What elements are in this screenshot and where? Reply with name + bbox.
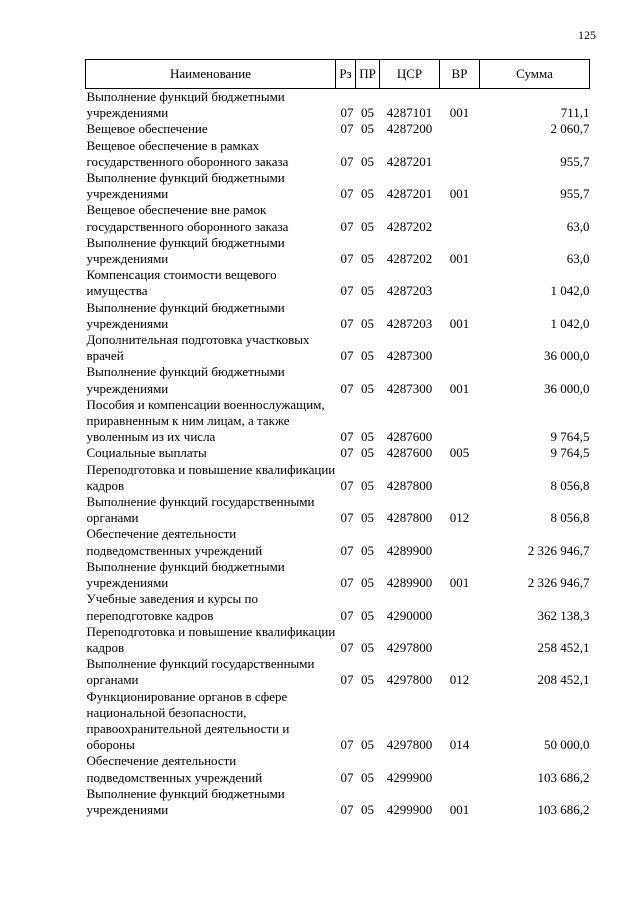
row-rz: 07 [340, 607, 354, 623]
row-vr [440, 202, 480, 234]
row-rz: 07 [340, 477, 354, 493]
row-rz: 07 [340, 445, 354, 461]
table-body [86, 89, 590, 819]
row-pr: 05 [361, 737, 374, 753]
table-row [86, 397, 590, 446]
table-row [86, 656, 590, 688]
row-name: Вещевое обеспечение в рамках государственного оборонного заказа [86, 137, 289, 169]
row-rz: 07 [340, 429, 354, 445]
row-sum: 8 056,8 [550, 477, 590, 493]
row-sum: 36 000,0 [544, 380, 590, 396]
row-name: Пособия и компенсации военнослужащим, приравненным к ним лицам, а также уволенным из их числа [86, 396, 325, 445]
table-row [86, 624, 590, 656]
row-rz: 07 [340, 737, 354, 753]
row-csr: 4289900 [386, 542, 433, 558]
row-csr: 4287101 [386, 105, 433, 121]
row-pr: 05 [361, 801, 374, 817]
row-rz: 07 [340, 672, 354, 688]
row-csr: 4287800 [386, 510, 433, 526]
row-rz: 07 [340, 769, 354, 785]
table-row [86, 559, 590, 591]
table-row [86, 462, 590, 494]
row-rz: 07 [340, 218, 354, 234]
header-csr: ЦСР [380, 60, 440, 89]
row-vr: 001 [449, 105, 470, 121]
row-sum: 63,0 [566, 251, 590, 267]
row-name: Выполнение функций бюджетными учреждениями [86, 364, 285, 396]
row-pr: 05 [361, 607, 374, 623]
row-sum: 955,7 [560, 153, 590, 169]
row-name: Вещевое обеспечение [86, 121, 208, 137]
row-pr: 05 [361, 105, 374, 121]
table-row [86, 332, 590, 364]
row-csr: 4287600 [386, 429, 433, 445]
row-pr: 05 [361, 445, 374, 461]
row-name: Выполнение функций бюджетными учреждениями [86, 234, 285, 267]
row-vr [440, 332, 480, 364]
row-rz: 07 [340, 348, 354, 364]
header-vr: ВР [440, 60, 480, 89]
row-csr: 4287201 [386, 186, 433, 202]
row-vr [440, 267, 480, 299]
row-vr: 001 [449, 801, 470, 817]
row-vr [440, 624, 480, 656]
row-vr [440, 121, 480, 137]
header-name: Наименование [86, 60, 336, 89]
table-row [86, 267, 590, 299]
row-sum: 103 686,2 [537, 801, 590, 817]
row-rz: 07 [340, 121, 354, 137]
row-sum: 36 000,0 [544, 348, 590, 364]
row-sum: 8 056,8 [550, 510, 590, 526]
row-rz: 07 [340, 542, 354, 558]
row-sum: 362 138,3 [537, 607, 590, 623]
header-pr: ПР [356, 60, 380, 89]
table-row [86, 445, 590, 461]
row-pr: 05 [361, 575, 374, 591]
row-csr: 4289900 [386, 575, 433, 591]
row-name: Компенсация стоимости вещевого имущества [86, 267, 277, 299]
row-vr: 012 [449, 510, 470, 526]
row-pr: 05 [361, 348, 374, 364]
row-pr: 05 [361, 542, 374, 558]
row-pr: 05 [361, 510, 374, 526]
row-vr: 005 [449, 445, 470, 461]
row-pr: 05 [361, 186, 374, 202]
row-name: Дополнительная подготовка участковых врачей [86, 332, 310, 364]
row-pr: 05 [361, 429, 374, 445]
row-name: Выполнение функций бюджетными учреждениями [86, 558, 285, 591]
table-header [86, 60, 590, 89]
row-name: Выполнение функций государственными органами [86, 494, 315, 526]
row-rz: 07 [340, 315, 354, 331]
row-csr: 4297800 [386, 737, 433, 753]
row-csr: 4297800 [386, 672, 433, 688]
row-csr: 4287300 [386, 348, 433, 364]
row-csr: 4287800 [386, 477, 433, 493]
row-vr: 001 [449, 315, 470, 331]
row-name: Обеспечение деятельности подведомственных учреждений [86, 753, 263, 785]
row-name: Выполнение функций бюджетными учреждениями [86, 89, 285, 121]
row-rz: 07 [340, 105, 354, 121]
row-pr: 05 [361, 153, 374, 169]
row-pr: 05 [361, 218, 374, 234]
table-row [86, 121, 590, 137]
row-vr [440, 462, 480, 494]
row-vr [440, 138, 480, 170]
table-row [86, 689, 590, 754]
row-vr: 012 [449, 672, 470, 688]
row-sum: 955,7 [560, 186, 590, 202]
row-rz: 07 [340, 380, 354, 396]
row-vr [440, 397, 480, 446]
row-sum: 258 452,1 [537, 639, 590, 655]
row-sum: 103 686,2 [537, 769, 590, 785]
page-number: 125 [578, 28, 596, 42]
row-name: Выполнение функций бюджетными учреждениями [86, 785, 285, 817]
row-sum: 2 060,7 [550, 121, 590, 137]
row-csr: 4299900 [386, 801, 433, 817]
table-row [86, 364, 590, 396]
row-name: Социальные выплаты [86, 445, 207, 461]
header-rz: Рз [336, 60, 356, 89]
row-vr: 001 [449, 251, 470, 267]
table-row [86, 300, 590, 332]
row-rz: 07 [340, 251, 354, 267]
table-row [86, 202, 590, 234]
row-csr: 4287201 [386, 153, 433, 169]
row-pr: 05 [361, 477, 374, 493]
row-vr: 001 [449, 186, 470, 202]
row-name: Вещевое обеспечение вне рамок государственного оборонного заказа [86, 202, 289, 234]
row-vr: 001 [449, 380, 470, 396]
table-row [86, 89, 590, 122]
table-row [86, 170, 590, 202]
row-rz: 07 [340, 575, 354, 591]
row-rz: 07 [340, 801, 354, 817]
table-row [86, 753, 590, 785]
row-vr [440, 526, 480, 558]
table-row [86, 591, 590, 623]
budget-table [85, 59, 590, 818]
row-csr: 4287600 [386, 445, 433, 461]
row-name: Переподготовка и повышение квалификации кадров [86, 461, 336, 493]
row-pr: 05 [361, 283, 374, 299]
row-name: Функционирование органов в сфере национальной безопасности, правоохранительной деятельности и обороны [86, 688, 290, 753]
row-pr: 05 [361, 380, 374, 396]
row-csr: 4287200 [386, 121, 433, 137]
row-sum: 9 764,5 [550, 445, 590, 461]
row-csr: 4287202 [386, 251, 433, 267]
row-name: Выполнение функций государственными органами [86, 656, 315, 688]
row-sum: 1 042,0 [550, 283, 590, 299]
row-sum: 2 326 946,7 [527, 542, 590, 558]
row-rz: 07 [340, 153, 354, 169]
row-sum: 1 042,0 [550, 315, 590, 331]
row-csr: 4297800 [386, 639, 433, 655]
row-sum: 208 452,1 [537, 672, 590, 688]
row-name: Выполнение функций бюджетными учреждениями [86, 299, 285, 331]
row-pr: 05 [361, 315, 374, 331]
row-rz: 07 [340, 639, 354, 655]
row-sum: 9 764,5 [550, 429, 590, 445]
row-pr: 05 [361, 672, 374, 688]
table-row [86, 786, 590, 818]
row-csr: 4299900 [386, 769, 433, 785]
row-csr: 4287300 [386, 380, 433, 396]
row-csr: 4287202 [386, 218, 433, 234]
row-csr: 4287203 [386, 315, 433, 331]
table-row [86, 138, 590, 170]
row-csr: 4287203 [386, 283, 433, 299]
row-pr: 05 [361, 769, 374, 785]
row-sum: 711,1 [560, 105, 590, 121]
row-vr [440, 753, 480, 785]
row-name: Переподготовка и повышение квалификации кадров [86, 623, 336, 655]
row-rz: 07 [340, 510, 354, 526]
row-rz: 07 [340, 283, 354, 299]
table-row [86, 235, 590, 267]
header-sum: Сумма [480, 60, 590, 89]
row-sum: 63,0 [566, 218, 590, 234]
row-pr: 05 [361, 121, 374, 137]
row-vr: 014 [449, 737, 470, 753]
row-vr: 001 [449, 575, 470, 591]
row-csr: 4290000 [386, 607, 433, 623]
row-pr: 05 [361, 251, 374, 267]
row-rz: 07 [340, 186, 354, 202]
table-row [86, 526, 590, 558]
row-pr: 05 [361, 639, 374, 655]
table-row [86, 494, 590, 526]
row-sum: 50 000,0 [544, 737, 590, 753]
row-vr [440, 591, 480, 623]
row-sum: 2 326 946,7 [527, 575, 590, 591]
row-name: Учебные заведения и курсы по переподготовке кадров [86, 591, 258, 623]
row-name: Обеспечение деятельности подведомственных учреждений [86, 526, 263, 558]
row-name: Выполнение функций бюджетными учреждениями [86, 170, 285, 202]
